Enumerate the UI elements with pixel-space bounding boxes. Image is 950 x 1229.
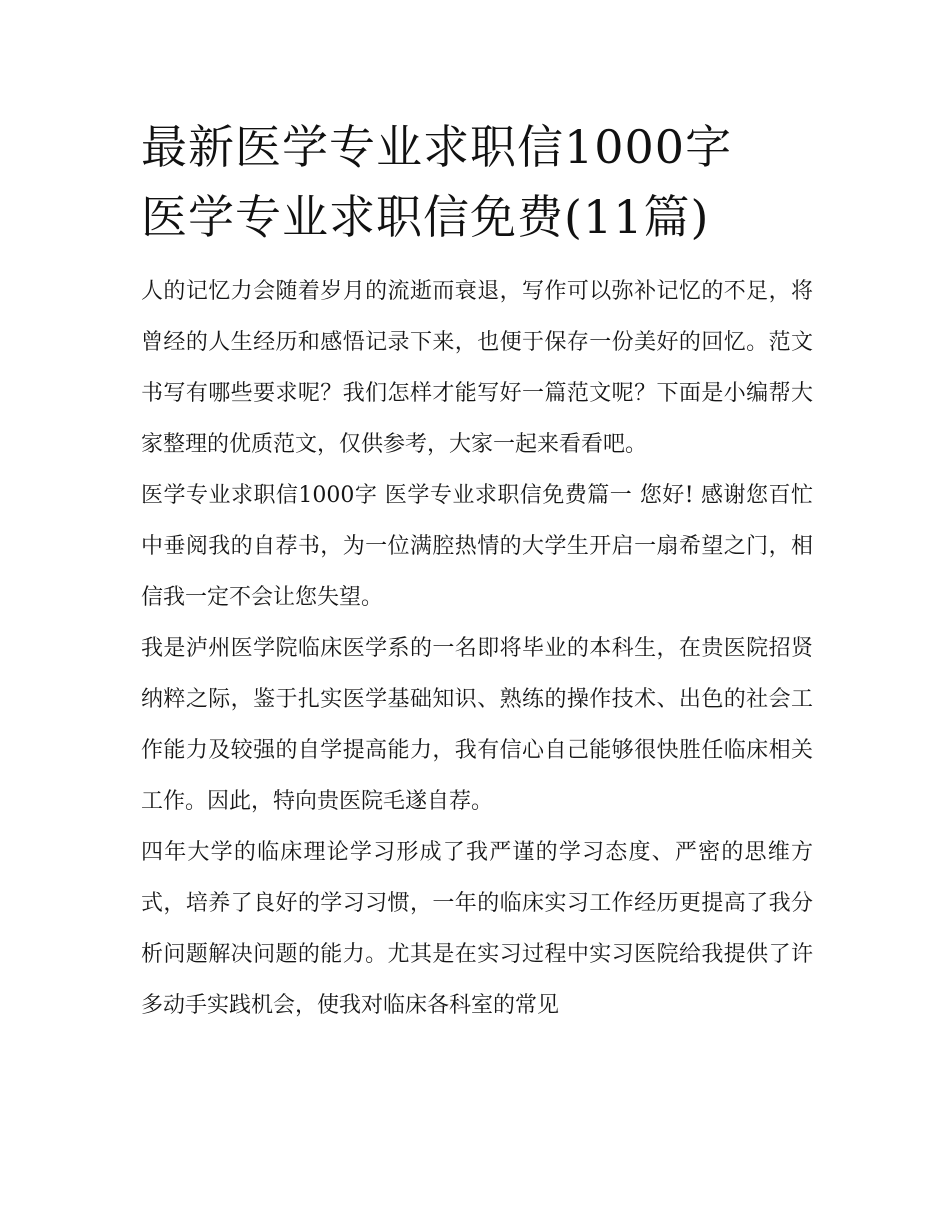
- title-line-1: 最新医学专业求职信1000字: [141, 120, 733, 174]
- document-title: [141, 112, 813, 252]
- paragraph-study-experience: 四年大学的临床理论学习形成了我严谨的学习态度、严密的思维方式，培养了良好的学习习惯，一年的临床实习工作经历更提高了我分析问题解决问题的能力。尤其是在实习过程中实习医院给我提供了许多动手实践机会，使我对临床各科室的常见: [141, 840, 813, 1018]
- document-content: [141, 112, 813, 1031]
- paragraph-intro: 人的记忆力会随着岁月的流逝而衰退，写作可以弥补记忆的不足，将曾经的人生经历和感悟记录下来，也便于保存一份美好的回忆。范文书写有哪些要求呢？我们怎样才能写好一篇范文呢？下面是小编帮大家整理的优质范文，仅供参考，大家一起来看看吧。: [141, 279, 813, 457]
- title-line-2: 医学专业求职信免费(11篇): [141, 190, 710, 244]
- paragraph-greeting: 医学专业求职信1000字 医学专业求职信免费篇一 您好! 感谢您百忙中垂阅我的自荐书，为一位满腔热情的大学生开启一扇希望之门，相信我一定不会让您失望。: [141, 483, 813, 610]
- paragraph-self-introduction: 我是泸州医学院临床医学系的一名即将毕业的本科生，在贵医院招贤纳粹之际，鉴于扎实医学基础知识、熟练的操作技术、出色的社会工作能力及较强的自学提高能力，我有信心自己能够很快胜任临床相关工作。因此，特向贵医院毛遂自荐。: [141, 636, 813, 814]
- document-body: [141, 266, 813, 1031]
